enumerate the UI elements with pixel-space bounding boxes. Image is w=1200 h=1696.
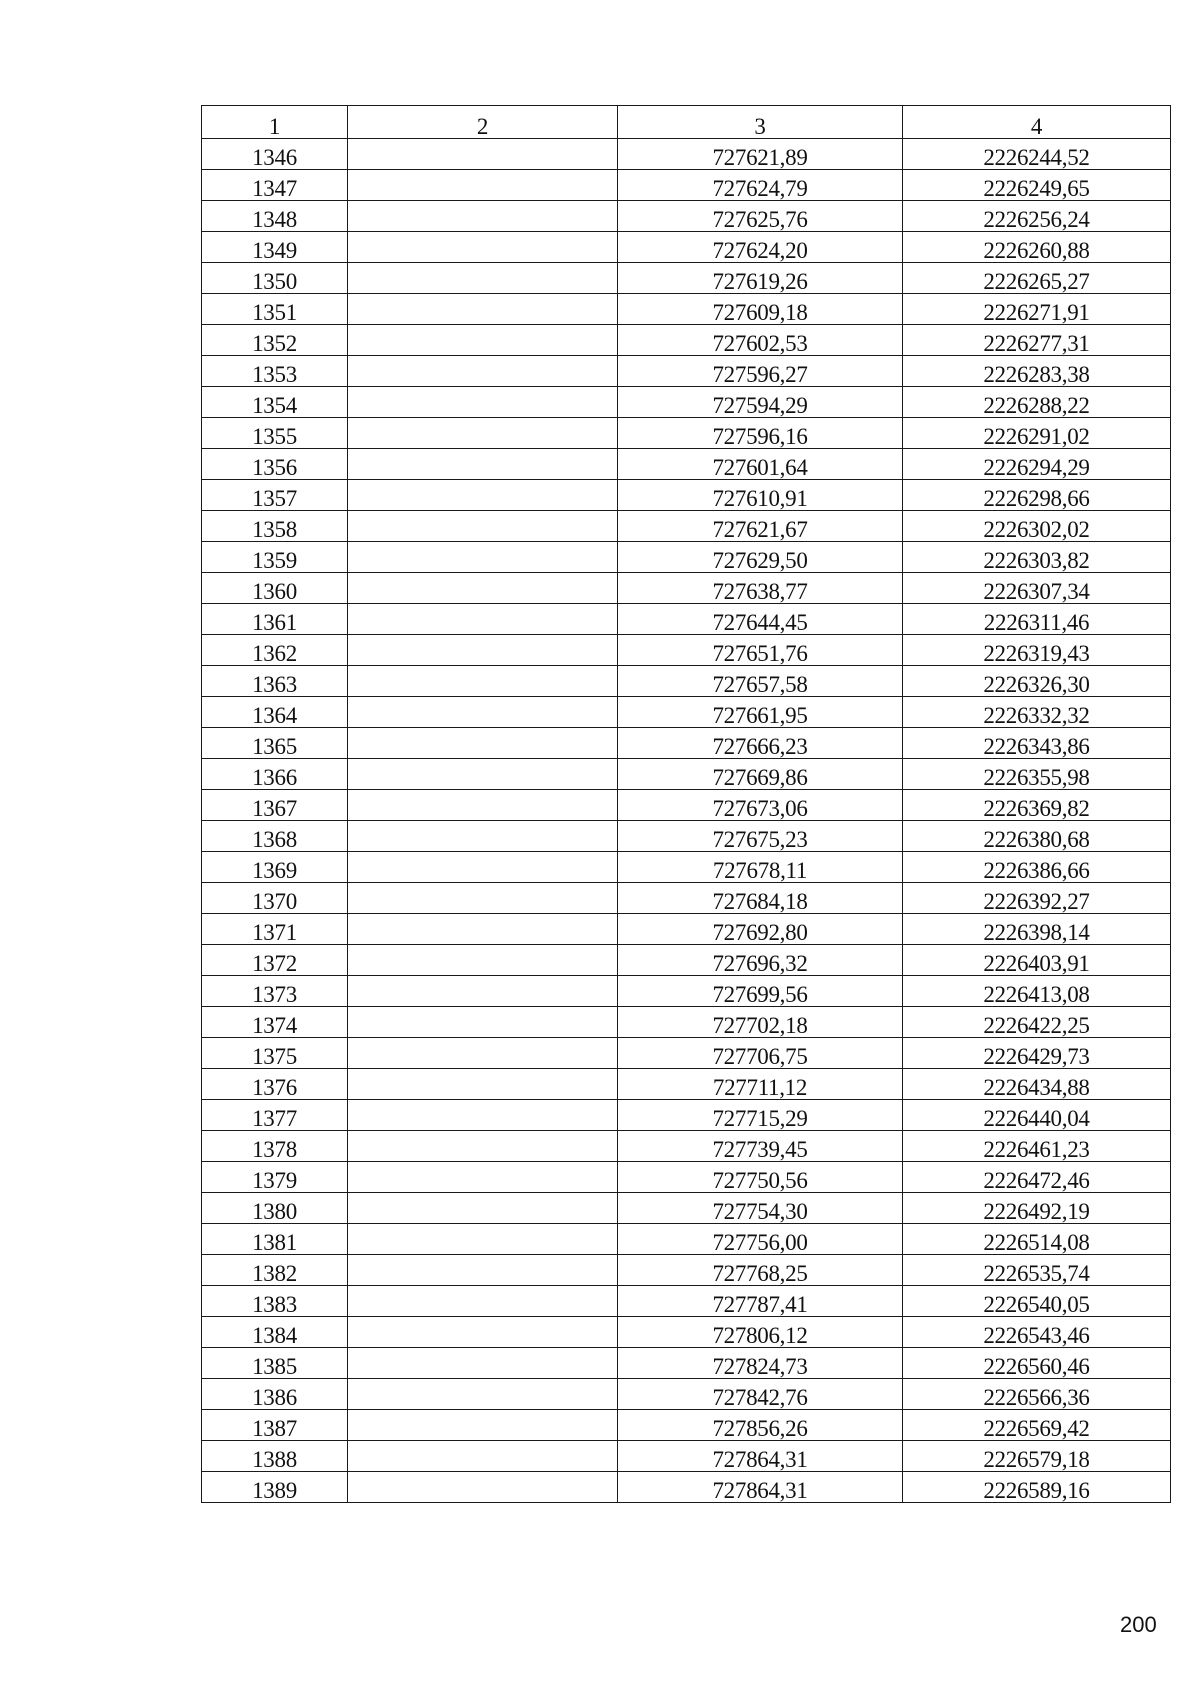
table-row — [202, 821, 1171, 852]
x-coordinate-cell: 727750,56 — [618, 1162, 903, 1193]
y-coordinate-cell: 2226277,31 — [903, 325, 1171, 356]
x-coordinate-cell: 727601,64 — [618, 449, 903, 480]
description-cell — [348, 1100, 618, 1131]
y-coordinate-cell: 2226288,22 — [903, 387, 1171, 418]
table-row — [202, 945, 1171, 976]
x-coordinate-cell: 727624,20 — [618, 232, 903, 263]
point-number-cell: 1356 — [202, 449, 348, 480]
description-cell — [348, 821, 618, 852]
table-row — [202, 1100, 1171, 1131]
point-number-cell: 1353 — [202, 356, 348, 387]
point-number-cell: 1386 — [202, 1379, 348, 1410]
table-row — [202, 170, 1171, 201]
description-cell — [348, 232, 618, 263]
point-number-cell: 1351 — [202, 294, 348, 325]
table-row — [202, 201, 1171, 232]
description-cell — [348, 759, 618, 790]
x-coordinate-cell: 727864,31 — [618, 1472, 903, 1503]
x-coordinate-cell: 727638,77 — [618, 573, 903, 604]
table-row — [202, 1255, 1171, 1286]
y-coordinate-cell: 2226271,91 — [903, 294, 1171, 325]
x-coordinate-cell: 727669,86 — [618, 759, 903, 790]
y-coordinate-cell: 2226249,65 — [903, 170, 1171, 201]
point-number-cell: 1388 — [202, 1441, 348, 1472]
x-coordinate-cell: 727756,00 — [618, 1224, 903, 1255]
y-coordinate-cell: 2226256,24 — [903, 201, 1171, 232]
y-coordinate-cell: 2226311,46 — [903, 604, 1171, 635]
point-number-cell: 1374 — [202, 1007, 348, 1038]
description-cell — [348, 697, 618, 728]
table-row — [202, 883, 1171, 914]
x-coordinate-cell: 727609,18 — [618, 294, 903, 325]
point-number-cell: 1378 — [202, 1131, 348, 1162]
column-header-3: 3 — [618, 106, 903, 139]
description-cell — [348, 201, 618, 232]
point-number-cell: 1385 — [202, 1348, 348, 1379]
table-row — [202, 1038, 1171, 1069]
x-coordinate-cell: 727715,29 — [618, 1100, 903, 1131]
point-number-cell: 1373 — [202, 976, 348, 1007]
table-row — [202, 1286, 1171, 1317]
y-coordinate-cell: 2226294,29 — [903, 449, 1171, 480]
point-number-cell: 1354 — [202, 387, 348, 418]
description-cell — [348, 604, 618, 635]
description-cell — [348, 1038, 618, 1069]
description-cell — [348, 1317, 618, 1348]
point-number-cell: 1346 — [202, 139, 348, 170]
point-number-cell: 1387 — [202, 1410, 348, 1441]
description-cell — [348, 1286, 618, 1317]
x-coordinate-cell: 727706,75 — [618, 1038, 903, 1069]
table-row — [202, 728, 1171, 759]
x-coordinate-cell: 727856,26 — [618, 1410, 903, 1441]
point-number-cell: 1383 — [202, 1286, 348, 1317]
table-row — [202, 604, 1171, 635]
y-coordinate-cell: 2226319,43 — [903, 635, 1171, 666]
point-number-cell: 1363 — [202, 666, 348, 697]
x-coordinate-cell: 727619,26 — [618, 263, 903, 294]
description-cell — [348, 635, 618, 666]
table-row — [202, 1441, 1171, 1472]
y-coordinate-cell: 2226434,88 — [903, 1069, 1171, 1100]
column-header-1: 1 — [202, 106, 348, 139]
point-number-cell: 1389 — [202, 1472, 348, 1503]
y-coordinate-cell: 2226326,30 — [903, 666, 1171, 697]
description-cell — [348, 852, 618, 883]
point-number-cell: 1361 — [202, 604, 348, 635]
description-cell — [348, 542, 618, 573]
point-number-cell: 1366 — [202, 759, 348, 790]
y-coordinate-cell: 2226461,23 — [903, 1131, 1171, 1162]
x-coordinate-cell: 727621,67 — [618, 511, 903, 542]
point-number-cell: 1359 — [202, 542, 348, 573]
table-row — [202, 387, 1171, 418]
x-coordinate-cell: 727629,50 — [618, 542, 903, 573]
description-cell — [348, 790, 618, 821]
y-coordinate-cell: 2226355,98 — [903, 759, 1171, 790]
table-row — [202, 1193, 1171, 1224]
table-row — [202, 294, 1171, 325]
point-number-cell: 1365 — [202, 728, 348, 759]
table-row — [202, 635, 1171, 666]
point-number-cell: 1358 — [202, 511, 348, 542]
y-coordinate-cell: 2226589,16 — [903, 1472, 1171, 1503]
description-cell — [348, 449, 618, 480]
y-coordinate-cell: 2226392,27 — [903, 883, 1171, 914]
x-coordinate-cell: 727661,95 — [618, 697, 903, 728]
table-row — [202, 232, 1171, 263]
table-row — [202, 1069, 1171, 1100]
x-coordinate-cell: 727675,23 — [618, 821, 903, 852]
x-coordinate-cell: 727806,12 — [618, 1317, 903, 1348]
x-coordinate-cell: 727696,32 — [618, 945, 903, 976]
y-coordinate-cell: 2226422,25 — [903, 1007, 1171, 1038]
y-coordinate-cell: 2226307,34 — [903, 573, 1171, 604]
description-cell — [348, 294, 618, 325]
point-number-cell: 1348 — [202, 201, 348, 232]
y-coordinate-cell: 2226440,04 — [903, 1100, 1171, 1131]
y-coordinate-cell: 2226303,82 — [903, 542, 1171, 573]
x-coordinate-cell: 727657,58 — [618, 666, 903, 697]
description-cell — [348, 1007, 618, 1038]
table-row — [202, 1224, 1171, 1255]
point-number-cell: 1370 — [202, 883, 348, 914]
point-number-cell: 1372 — [202, 945, 348, 976]
table-row — [202, 697, 1171, 728]
y-coordinate-cell: 2226291,02 — [903, 418, 1171, 449]
point-number-cell: 1369 — [202, 852, 348, 883]
x-coordinate-cell: 727610,91 — [618, 480, 903, 511]
description-cell — [348, 1255, 618, 1286]
x-coordinate-cell: 727602,53 — [618, 325, 903, 356]
page-number: 200 — [1120, 1612, 1157, 1637]
y-coordinate-cell: 2226540,05 — [903, 1286, 1171, 1317]
y-coordinate-cell: 2226380,68 — [903, 821, 1171, 852]
table-row — [202, 480, 1171, 511]
point-number-cell: 1367 — [202, 790, 348, 821]
table-row — [202, 356, 1171, 387]
y-coordinate-cell: 2226569,42 — [903, 1410, 1171, 1441]
table-row — [202, 790, 1171, 821]
table-row — [202, 449, 1171, 480]
x-coordinate-cell: 727699,56 — [618, 976, 903, 1007]
table-row — [202, 1472, 1171, 1503]
description-cell — [348, 1224, 618, 1255]
x-coordinate-cell: 727684,18 — [618, 883, 903, 914]
table-row — [202, 325, 1171, 356]
y-coordinate-cell: 2226398,14 — [903, 914, 1171, 945]
point-number-cell: 1362 — [202, 635, 348, 666]
table-row — [202, 511, 1171, 542]
description-cell — [348, 1379, 618, 1410]
x-coordinate-cell: 727594,29 — [618, 387, 903, 418]
description-cell — [348, 418, 618, 449]
table-row — [202, 263, 1171, 294]
x-coordinate-cell: 727739,45 — [618, 1131, 903, 1162]
x-coordinate-cell: 727864,31 — [618, 1441, 903, 1472]
x-coordinate-cell: 727624,79 — [618, 170, 903, 201]
table-row — [202, 1379, 1171, 1410]
table-row — [202, 976, 1171, 1007]
description-cell — [348, 263, 618, 294]
table-row — [202, 1007, 1171, 1038]
column-header-4: 4 — [903, 106, 1171, 139]
point-number-cell: 1355 — [202, 418, 348, 449]
point-number-cell: 1377 — [202, 1100, 348, 1131]
description-cell — [348, 945, 618, 976]
header-row — [202, 106, 1171, 139]
y-coordinate-cell: 2226298,66 — [903, 480, 1171, 511]
x-coordinate-cell: 727651,76 — [618, 635, 903, 666]
x-coordinate-cell: 727692,80 — [618, 914, 903, 945]
description-cell — [348, 356, 618, 387]
x-coordinate-cell: 727702,18 — [618, 1007, 903, 1038]
description-cell — [348, 666, 618, 697]
x-coordinate-cell: 727673,06 — [618, 790, 903, 821]
x-coordinate-cell: 727824,73 — [618, 1348, 903, 1379]
point-number-cell: 1357 — [202, 480, 348, 511]
x-coordinate-cell: 727842,76 — [618, 1379, 903, 1410]
point-number-cell: 1375 — [202, 1038, 348, 1069]
description-cell — [348, 883, 618, 914]
description-cell — [348, 325, 618, 356]
y-coordinate-cell: 2226265,27 — [903, 263, 1171, 294]
description-cell — [348, 1348, 618, 1379]
description-cell — [348, 480, 618, 511]
x-coordinate-cell: 727596,27 — [618, 356, 903, 387]
description-cell — [348, 976, 618, 1007]
point-number-cell: 1352 — [202, 325, 348, 356]
table-row — [202, 418, 1171, 449]
y-coordinate-cell: 2226560,46 — [903, 1348, 1171, 1379]
table-row — [202, 1348, 1171, 1379]
description-cell — [348, 573, 618, 604]
description-cell — [348, 170, 618, 201]
table-row — [202, 1317, 1171, 1348]
table-row — [202, 1131, 1171, 1162]
description-cell — [348, 1441, 618, 1472]
y-coordinate-cell: 2226566,36 — [903, 1379, 1171, 1410]
y-coordinate-cell: 2226343,86 — [903, 728, 1171, 759]
point-number-cell: 1382 — [202, 1255, 348, 1286]
y-coordinate-cell: 2226579,18 — [903, 1441, 1171, 1472]
point-number-cell: 1364 — [202, 697, 348, 728]
point-number-cell: 1349 — [202, 232, 348, 263]
description-cell — [348, 511, 618, 542]
point-number-cell: 1376 — [202, 1069, 348, 1100]
description-cell — [348, 1131, 618, 1162]
description-cell — [348, 1472, 618, 1503]
y-coordinate-cell: 2226514,08 — [903, 1224, 1171, 1255]
description-cell — [348, 1162, 618, 1193]
y-coordinate-cell: 2226302,02 — [903, 511, 1171, 542]
x-coordinate-cell: 727625,76 — [618, 201, 903, 232]
point-number-cell: 1384 — [202, 1317, 348, 1348]
y-coordinate-cell: 2226332,32 — [903, 697, 1171, 728]
x-coordinate-cell: 727678,11 — [618, 852, 903, 883]
table-row — [202, 542, 1171, 573]
description-cell — [348, 1069, 618, 1100]
x-coordinate-cell: 727711,12 — [618, 1069, 903, 1100]
description-cell — [348, 914, 618, 945]
x-coordinate-cell: 727596,16 — [618, 418, 903, 449]
table-row — [202, 1410, 1171, 1441]
y-coordinate-cell: 2226244,52 — [903, 139, 1171, 170]
description-cell — [348, 1193, 618, 1224]
column-header-2: 2 — [348, 106, 618, 139]
point-number-cell: 1347 — [202, 170, 348, 201]
description-cell — [348, 139, 618, 170]
y-coordinate-cell: 2226472,46 — [903, 1162, 1171, 1193]
y-coordinate-cell: 2226403,91 — [903, 945, 1171, 976]
y-coordinate-cell: 2226386,66 — [903, 852, 1171, 883]
x-coordinate-cell: 727768,25 — [618, 1255, 903, 1286]
point-number-cell: 1371 — [202, 914, 348, 945]
y-coordinate-cell: 2226543,46 — [903, 1317, 1171, 1348]
description-cell — [348, 1410, 618, 1441]
y-coordinate-cell: 2226369,82 — [903, 790, 1171, 821]
point-number-cell: 1360 — [202, 573, 348, 604]
table-row — [202, 852, 1171, 883]
x-coordinate-cell: 727644,45 — [618, 604, 903, 635]
x-coordinate-cell: 727787,41 — [618, 1286, 903, 1317]
table-row — [202, 573, 1171, 604]
point-number-cell: 1350 — [202, 263, 348, 294]
table-body — [202, 139, 1171, 1503]
point-number-cell: 1380 — [202, 1193, 348, 1224]
table-row — [202, 139, 1171, 170]
y-coordinate-cell: 2226283,38 — [903, 356, 1171, 387]
table-row — [202, 914, 1171, 945]
y-coordinate-cell: 2226260,88 — [903, 232, 1171, 263]
y-coordinate-cell: 2226492,19 — [903, 1193, 1171, 1224]
description-cell — [348, 387, 618, 418]
point-number-cell: 1368 — [202, 821, 348, 852]
x-coordinate-cell: 727754,30 — [618, 1193, 903, 1224]
point-number-cell: 1379 — [202, 1162, 348, 1193]
x-coordinate-cell: 727666,23 — [618, 728, 903, 759]
y-coordinate-cell: 2226535,74 — [903, 1255, 1171, 1286]
description-cell — [348, 728, 618, 759]
table-header — [202, 106, 1171, 139]
coordinates-table — [201, 105, 1171, 1503]
y-coordinate-cell: 2226413,08 — [903, 976, 1171, 1007]
point-number-cell: 1381 — [202, 1224, 348, 1255]
table-row — [202, 759, 1171, 790]
y-coordinate-cell: 2226429,73 — [903, 1038, 1171, 1069]
x-coordinate-cell: 727621,89 — [618, 139, 903, 170]
table-row — [202, 1162, 1171, 1193]
table-row — [202, 666, 1171, 697]
